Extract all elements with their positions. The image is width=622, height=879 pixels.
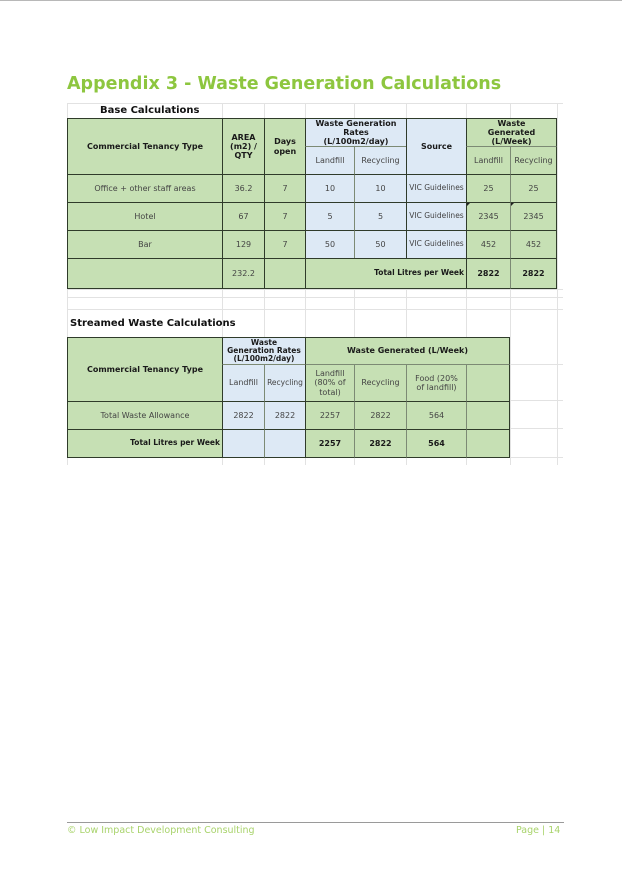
- row-2-days: 7: [264, 230, 305, 258]
- streamed-calculations-heading: Streamed Waste Calculations: [70, 318, 236, 329]
- header-rate-recycling: Recycling: [354, 146, 406, 174]
- row-0-rate-recycling: 10: [354, 174, 406, 202]
- s-row-0-rate-recycling: 2822: [264, 401, 305, 429]
- row-2-type: Bar: [67, 230, 222, 258]
- s-total-row-rate-landfill: [222, 429, 264, 458]
- row-1-rate-recycling: 5: [354, 202, 406, 230]
- s-total-row-gen-extra: [466, 429, 510, 458]
- footer-page-number: Page | 14: [516, 825, 561, 836]
- s-total-row-gen-landfill: 2257: [305, 429, 354, 458]
- row-2-area: 129: [222, 230, 264, 258]
- footer-rule: [67, 822, 564, 823]
- header-waste-generated: Waste Generated (L/Week): [466, 118, 557, 146]
- total-row-recycling: 2822: [510, 258, 557, 289]
- comment-marker-icon: [467, 203, 470, 206]
- s-header-tenancy-type: Commercial Tenancy Type: [67, 337, 222, 401]
- page-title: Appendix 3 - Waste Generation Calculations: [67, 74, 502, 94]
- header-generated-recycling: Recycling: [510, 146, 557, 174]
- s-header-rate-recycling: Recycling: [264, 364, 305, 401]
- header-tenancy-type: Commercial Tenancy Type: [67, 118, 222, 174]
- row-1-gen-landfill: 2345: [466, 202, 510, 230]
- row-1-gen-recycling: 2345: [510, 202, 557, 230]
- header-generated-landfill: Landfill: [466, 146, 510, 174]
- row-2-rate-landfill: 50: [305, 230, 354, 258]
- s-total-row-rate-recycling: [264, 429, 305, 458]
- s-total-row-label: Total Litres per Week: [67, 429, 222, 458]
- s-header-waste-generated: Waste Generated (L/Week): [305, 337, 510, 364]
- header-rate-landfill: Landfill: [305, 146, 354, 174]
- row-0-gen-landfill: 25: [466, 174, 510, 202]
- s-header-rate-landfill: Landfill: [222, 364, 264, 401]
- s-header-gen-landfill: Landfill (80% of total): [305, 364, 354, 401]
- s-row-0-type: Total Waste Allowance: [67, 401, 222, 429]
- total-row-area: 232.2: [222, 258, 264, 289]
- total-row-type: [67, 258, 222, 289]
- row-0-source: VIC Guidelines: [406, 174, 466, 202]
- row-1-source: VIC Guidelines: [406, 202, 466, 230]
- footer-copyright: © Low Impact Development Consulting: [67, 825, 255, 836]
- row-0-type: Office + other staff areas: [67, 174, 222, 202]
- page-top-rule: [0, 0, 622, 1]
- total-row-landfill: 2822: [466, 258, 510, 289]
- row-2-gen-recycling: 452: [510, 230, 557, 258]
- base-calculations-heading: Base Calculations: [100, 105, 200, 116]
- s-row-0-gen-food: 564: [406, 401, 466, 429]
- header-days-open: Days open: [264, 118, 305, 174]
- s-header-gen-food: Food (20% of landfill): [406, 364, 466, 401]
- header-waste-generation-rates: Waste Generation Rates (L/100m2/day): [305, 118, 406, 146]
- s-total-row-gen-recycling: 2822: [354, 429, 406, 458]
- row-1-days: 7: [264, 202, 305, 230]
- row-2-source: VIC Guidelines: [406, 230, 466, 258]
- comment-marker-icon: [511, 203, 514, 206]
- row-2-rate-recycling: 50: [354, 230, 406, 258]
- header-source: Source: [406, 118, 466, 174]
- row-1-type: Hotel: [67, 202, 222, 230]
- s-header-gen-extra: [466, 364, 510, 401]
- row-0-gen-recycling: 25: [510, 174, 557, 202]
- s-row-0-gen-recycling: 2822: [354, 401, 406, 429]
- s-row-0-gen-landfill: 2257: [305, 401, 354, 429]
- row-1-rate-landfill: 5: [305, 202, 354, 230]
- s-total-row-gen-food: 564: [406, 429, 466, 458]
- s-row-0-gen-extra: [466, 401, 510, 429]
- s-header-gen-recycling: Recycling: [354, 364, 406, 401]
- row-1-area: 67: [222, 202, 264, 230]
- row-0-area: 36.2: [222, 174, 264, 202]
- header-area: AREA (m2) / QTY: [222, 118, 264, 174]
- row-2-gen-landfill: 452: [466, 230, 510, 258]
- row-0-rate-landfill: 10: [305, 174, 354, 202]
- s-row-0-rate-landfill: 2822: [222, 401, 264, 429]
- total-row-days: [264, 258, 305, 289]
- s-header-waste-generation-rates: Waste Generation Rates (L/100m2/day): [222, 337, 305, 364]
- row-0-days: 7: [264, 174, 305, 202]
- total-row-label: Total Litres per Week: [305, 258, 466, 289]
